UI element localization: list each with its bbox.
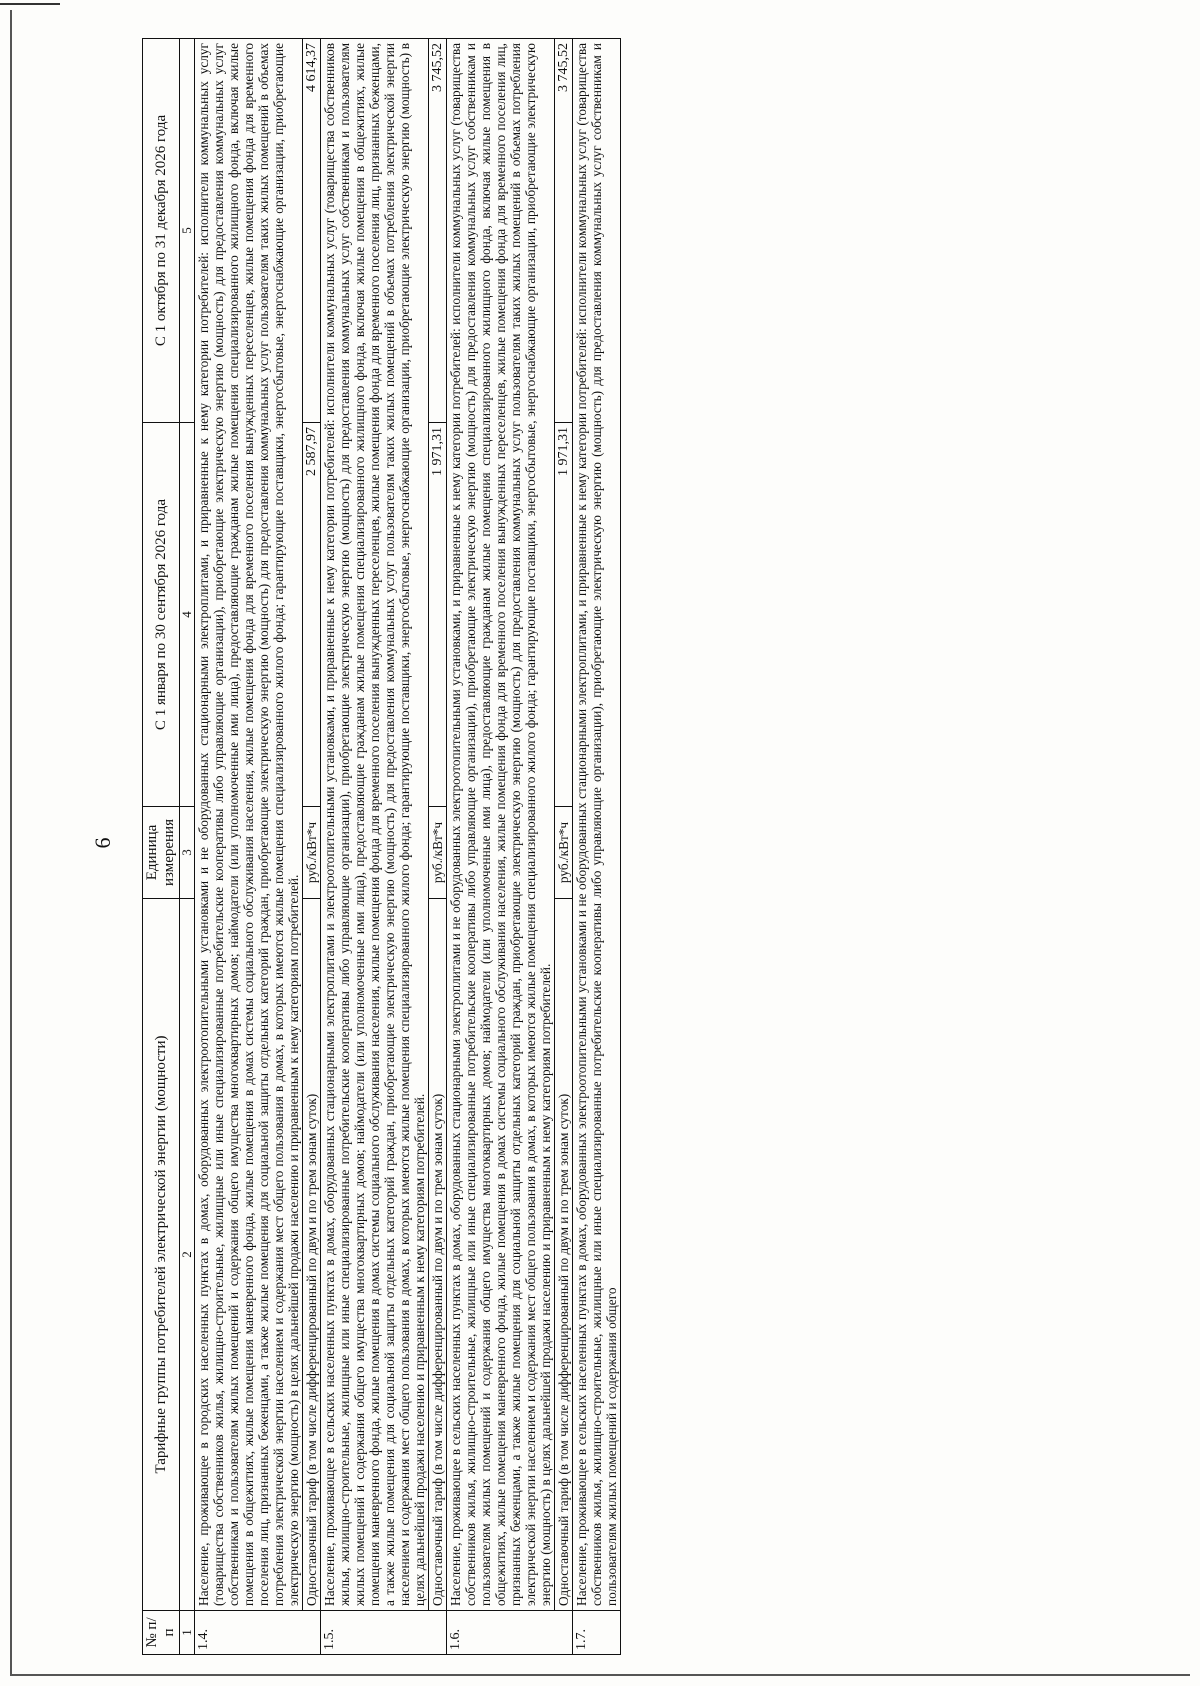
section-paragraph: наймодатели (или уполномоченные ими лица), предоставляющие гражданам жилые помещения специализированного жилищного фонда, включая жилые помещения в общежитиях, жилые помещения маневренного фонда, жилые помещения в домах системы социального обслуживания населения, жилые помещения фонда для временного поселения вынужденных переселенцев, жилые помещения фонда для временного поселения лиц, признанных беженцами, а также жилые помещения для социальной защиты отдельных категорий граждан, приобретающие электрическую энергию (мощность) для предоставления коммунальных услуг пользователям таких жилых помещений в объемах потребления электрической энергии населением и содержания мест общего пользования в домах, в которых имеются жилые помещения специализированного жилого фонда; — [226, 43, 286, 1606]
rate-period1: 2 587,97 — [303, 423, 321, 807]
column-number: 3 — [180, 807, 195, 899]
column-number: 5 — [180, 39, 195, 423]
rate-unit: руб./кВт*ч — [303, 807, 321, 899]
rate-unit: руб./кВт*ч — [429, 807, 447, 899]
rate-unit: руб./кВт*ч — [555, 807, 573, 899]
rate-period1: 1 971,31 — [429, 423, 447, 807]
section-row — [573, 39, 621, 1655]
section-paragraph: исполнители коммунальных услуг (товарищества собственников жилья, жилищно-строительные, жилищные или иные специализированные потребительские кооперативы либо управляющие организации), приобретающие электрическую энергию (мощность) для предоставления коммунальных услуг собственникам и пользователям жилых помещений и содержания общего имущества многоквартирных домов; — [322, 42, 367, 1606]
section-description — [573, 39, 621, 1611]
section-number: 1.6. — [447, 1611, 573, 1655]
rate-period2: 4 614,37 — [303, 39, 321, 423]
section-paragraph: исполнители коммунальных услуг (товарищества собственников жилья, жилищно-строительные, жилищные или иные специализированные потребительские кооперативы либо управляющие организации), приобретающие электрическую энергию (мощность) для предоставления коммунальных услуг собственникам и пользователям жилых помещений и содержания общего имущества многоквартирных домов; — [448, 42, 493, 1606]
section-title: Население, проживающее в сельских населенных пунктах в домах, оборудованных стационарными электроплитами и не оборудованных электроотопительными установками, и приравненные к нему категории потребителей: — [448, 328, 463, 1606]
section-row — [321, 39, 429, 1655]
section-paragraph: исполнители коммунальных услуг (товарищества собственников жилья, жилищно-строительные, жилищные или иные специализированные потребительские кооперативы либо управляющие организации), приобретающие электрическую энергию (мощность) для предоставления коммунальных услуг собственникам и пользователям жилых помещений и содержания общего — [574, 42, 619, 1606]
section-paragraph: исполнители коммунальных услуг (товарищества собственников жилья, жилищно-строительные, жилищные или иные специализированные потребительские кооперативы либо управляющие организации), приобретающие электрическую энергию (мощность) для предоставления коммунальных услуг собственникам и пользователям жилых помещений и содержания общего имущества многоквартирных домов; — [196, 43, 241, 1606]
header-num: № п/п — [143, 1611, 180, 1655]
rate-period2: 3 745,52 — [429, 39, 447, 423]
rate-row — [555, 39, 573, 1655]
page-number: 6 — [90, 837, 115, 849]
section-description — [321, 39, 429, 1611]
rate-label: Одноставочный тариф (в том числе дифференцированный по двум и по трем зонам суток) — [555, 899, 573, 1611]
column-number: 4 — [180, 423, 195, 807]
section-row — [447, 39, 555, 1655]
header-unit: Единица измерения — [143, 807, 180, 899]
column-number: 2 — [180, 899, 195, 1611]
section-description — [447, 39, 555, 1611]
rate-row — [429, 39, 447, 1655]
section-number: 1.7. — [573, 1611, 621, 1655]
section-paragraph: гарантирующие поставщики, энергосбытовые, энергоснабжающие организации, приобретающие электрическую энергию (мощность) в целях дальнейшей продажи населению и приравненным к нему категориям потребителей. — [397, 43, 427, 1606]
section-title: Население, проживающее в сельских населенных пунктах в домах, оборудованных стационарными электроплитами и электроотопительными установками, и приравненные к нему категории потребителей: — [322, 419, 337, 1606]
section-paragraph: гарантирующие поставщики, энергосбытовые, энергоснабжающие организации, приобретающие электрическую энергию (мощность) в целях дальнейшей продажи населению и приравненным к нему категориям потребителей. — [271, 43, 301, 1606]
column-number: 1 — [180, 1611, 195, 1655]
section-number: 1.4. — [195, 1611, 321, 1655]
rate-label: Одноставочный тариф (в том числе дифференцированный по двум и по трем зонам суток) — [429, 899, 447, 1611]
header-group: Тарифные группы потребителей электрической энергии (мощности) — [143, 899, 180, 1611]
section-number: 1.5. — [321, 1611, 447, 1655]
table-header-row — [143, 39, 180, 1655]
rate-label: Одноставочный тариф (в том числе дифференцированный по двум и по трем зонам суток) — [303, 899, 321, 1611]
section-paragraph: гарантирующие поставщики, энергосбытовые, энергоснабжающие организации, приобретающие электрическую энергию (мощность) в целях дальнейшей продажи населению и приравненным к нему категориям потребителей. — [523, 43, 553, 1606]
column-number-row — [180, 39, 195, 1655]
section-paragraph: наймодатели (или уполномоченные ими лица), предоставляющие гражданам жилые помещения специализированного жилищного фонда, включая жилые помещения в общежитиях, жилые помещения маневренного фонда, жилые помещения в домах системы социального обслуживания населения, жилые помещения фонда для временного поселения вынужденных переселенцев, жилые помещения фонда для временного поселения лиц, признанных беженцами, а также жилые помещения для социальной защиты отдельных категорий граждан, приобретающие электрическую энергию (мощность) для предоставления коммунальных услуг пользователям таких жилых помещений в объемах потребления электрической энергии населением и содержания мест общего пользования в домах, в которых имеются жилые помещения специализированного жилого фонда; — [478, 43, 538, 1606]
header-period1: С 1 января по 30 сентября 2026 года — [143, 423, 180, 807]
section-title: Население, проживающее в сельских населенных пунктах в домах, оборудованных электроотопительными установками и не оборудованных стационарными электроплитами, и приравненные к нему категории потребителей: — [574, 328, 589, 1606]
section-paragraph: наймодатели (или уполномоченные ими лица), предоставляющие гражданам жилые помещения специализированного жилищного фонда, включая жилые помещения в общежитиях, жилые помещения маневренного фонда, жилые помещения в домах системы социального обслуживания населения, жилые помещения фонда для временного поселения вынужденных переселенцев, жилые помещения фонда для временного поселения лиц, признанных беженцами, а также жилые помещения для социальной защиты отдельных категорий граждан, приобретающие электрическую энергию (мощность) для предоставления коммунальных услуг пользователям таких жилых помещений в объемах потребления электрической энергии населением и содержания мест общего пользования в домах, в которых имеются жилые помещения специализированного жилого фонда; — [352, 43, 412, 1606]
rotated-sheet — [142, 39, 1032, 1655]
section-description — [195, 39, 303, 1611]
rate-period1: 1 971,31 — [555, 423, 573, 807]
scan-mark — [0, 3, 60, 5]
rate-period2: 3 745,52 — [555, 39, 573, 423]
rate-row — [303, 39, 321, 1655]
tariff-table — [142, 38, 621, 1655]
section-row — [195, 39, 303, 1655]
section-title: Население, проживающее в городских населенных пунктах в домах, оборудованных электроотопительными установками и не оборудованных стационарными электроплитами, и приравненные к нему категории потребителей: — [196, 251, 211, 1606]
header-period2: С 1 октября по 31 декабря 2026 года — [143, 39, 180, 423]
